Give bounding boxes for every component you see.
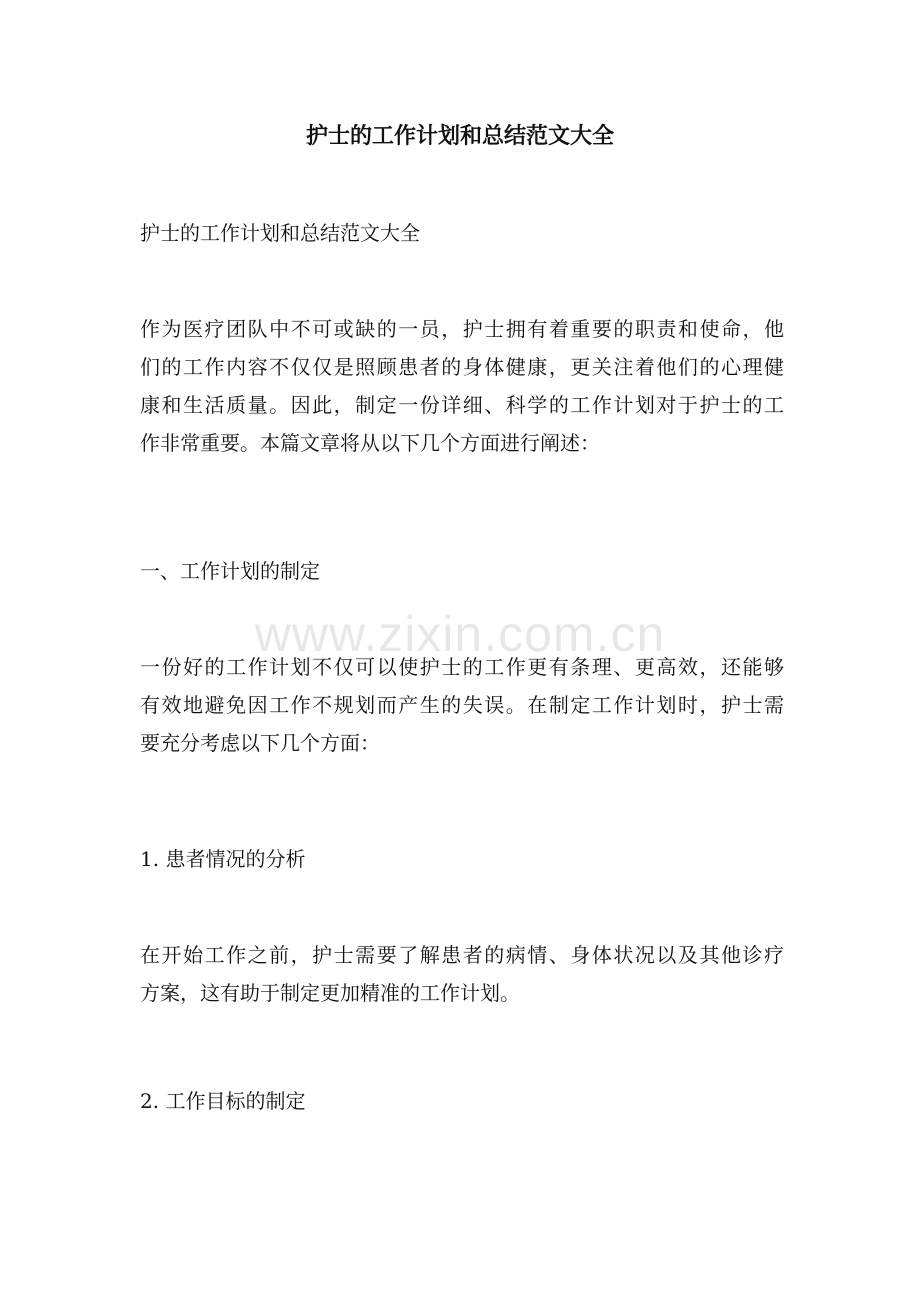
paragraph-line: 作为医疗团队中不可或缺的一员，护士拥有着重要的职责和使命，他 (140, 317, 784, 341)
document-subtitle: 护士的工作计划和总结范文大全 (140, 221, 420, 245)
paragraph-line: 康和生活质量。因此，制定一份详细、科学的工作计划对于护士的工 (140, 393, 784, 417)
paragraph-line: 作非常重要。本篇文章将从以下几个方面进行阐述： (140, 431, 600, 455)
item-heading: 2. 工作目标的制定 (140, 1089, 306, 1113)
section-heading: 一、工作计划的制定 (140, 559, 320, 583)
item-heading: 1. 患者情况的分析 (140, 847, 306, 871)
section1-paragraph (140, 648, 784, 762)
document-title: 护士的工作计划和总结范文大全 (305, 123, 614, 149)
intro-paragraph (140, 310, 784, 462)
paragraph-line: 有效地避免因工作不规划而产生的失误。在制定工作计划时，护士需 (140, 693, 784, 717)
paragraph-line: 一份好的工作计划不仅可以使护士的工作更有条理、更高效，还能够 (140, 655, 784, 679)
paragraph-line: 们的工作内容不仅仅是照顾患者的身体健康，更关注着他们的心理健 (140, 355, 784, 379)
watermark: www.zixin.com.cn (254, 606, 666, 662)
paragraph-line: 在开始工作之前，护士需要了解患者的病情、身体状况以及其他诊疗 (140, 943, 784, 967)
paragraph-line: 方案，这有助于制定更加精准的工作计划。 (140, 981, 520, 1005)
paragraph-line: 要充分考虑以下几个方面： (140, 731, 380, 755)
item1-paragraph (140, 936, 784, 1012)
